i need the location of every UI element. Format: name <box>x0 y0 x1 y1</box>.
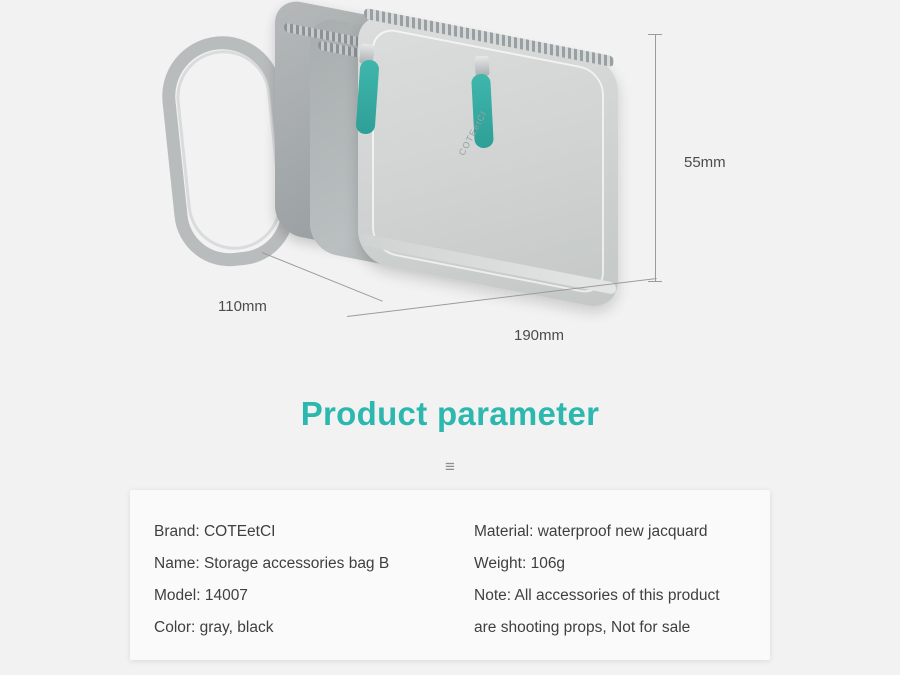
parameter-row: Weight: 106g <box>474 555 566 572</box>
parameter-row: Model: 14007 <box>154 587 248 604</box>
parameter-row: Color: gray, black <box>154 619 274 636</box>
product-parameter-card <box>130 490 770 660</box>
brand-logo-text: COTEetCI <box>456 108 489 158</box>
parameter-row: Name: Storage accessories bag B <box>154 555 390 572</box>
title-divider-icon: ≡ <box>445 457 455 476</box>
parameter-row: Note: All accessories of this product <box>474 587 720 604</box>
parameter-row: are shooting props, Not for sale <box>474 619 691 636</box>
height-tick-top <box>648 34 662 35</box>
width-dimension-label: 190mm <box>514 327 565 344</box>
height-tick-bottom <box>648 281 662 282</box>
parameter-row: Brand: COTEetCI <box>154 523 276 540</box>
product-photo <box>160 8 660 308</box>
depth-dimension-label: 110mm <box>218 298 267 315</box>
section-title: Product parameter <box>300 395 600 432</box>
height-dimension-label: 55mm <box>684 154 726 171</box>
parameter-row: Material: waterproof new jacquard <box>474 523 708 540</box>
height-dimension-line <box>655 34 656 282</box>
parameter-column-left <box>130 490 450 660</box>
parameter-column-right <box>450 490 770 660</box>
